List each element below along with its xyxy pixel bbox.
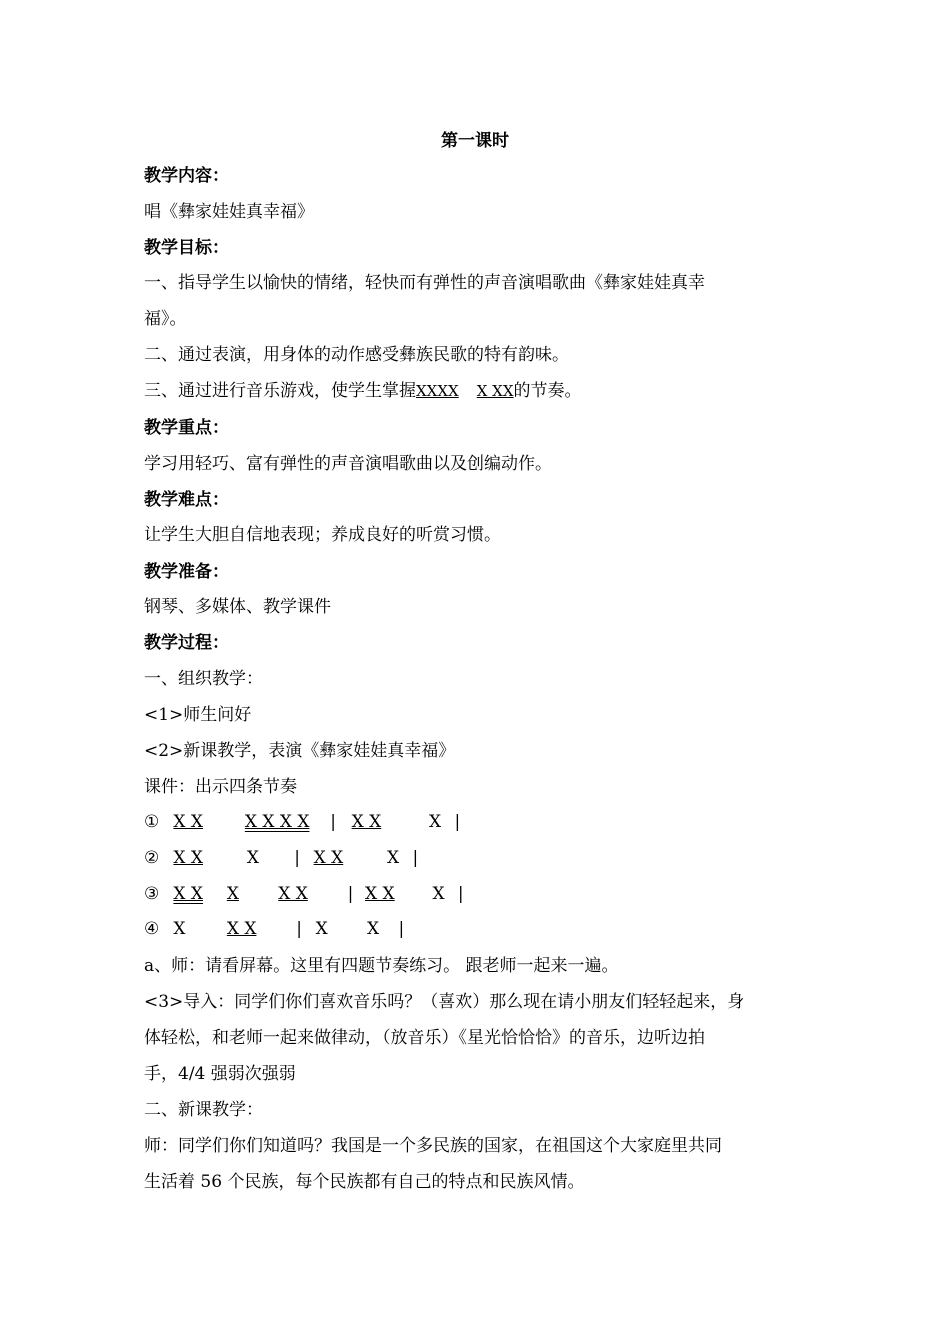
key-points-text: 学习用轻巧、富有弹性的声音演唱歌曲以及创编动作。 bbox=[144, 454, 552, 474]
rhythm-note: X bbox=[387, 848, 400, 868]
rhythm-note: X X bbox=[173, 812, 204, 832]
rhythm-row-1 bbox=[144, 811, 824, 833]
goals-heading: 教学目标： bbox=[144, 238, 229, 258]
rhythm-number: ③ bbox=[144, 884, 160, 904]
goal-3-rhythm-b: X XX bbox=[476, 382, 514, 400]
key-points-heading: 教学重点： bbox=[144, 418, 229, 438]
teacher-talk-line-1: 师：同学们你们知道吗？我国是一个多民族的国家，在祖国这个大家庭里共同 bbox=[144, 1136, 722, 1156]
rhythm-note: X bbox=[315, 919, 328, 939]
intro-line-3: 手，4/4 强弱次强弱 bbox=[144, 1064, 296, 1084]
preparation-text: 钢琴、多媒体、教学课件 bbox=[144, 597, 331, 617]
rhythm-note: X X bbox=[351, 812, 382, 832]
rhythm-bar: | bbox=[294, 848, 300, 868]
process-step-new-lesson: <2>新课教学，表演《彝家娃娃真幸福》 bbox=[144, 741, 456, 761]
rhythm-note: X bbox=[429, 812, 442, 832]
rhythm-note: X X X X bbox=[244, 812, 310, 832]
rhythm-number: ② bbox=[144, 848, 160, 868]
rhythm-bar: | bbox=[398, 919, 405, 939]
content-text: 唱《彝家娃娃真幸福》 bbox=[144, 202, 314, 222]
rhythm-bar: | bbox=[454, 812, 461, 832]
page-title: 第一课时 bbox=[441, 131, 509, 151]
goal-2: 二、通过表演，用身体的动作感受彝族民歌的特有韵味。 bbox=[144, 345, 569, 365]
rhythm-bar: | bbox=[412, 848, 419, 868]
rhythm-number: ① bbox=[144, 812, 160, 832]
content-heading: 教学内容： bbox=[144, 166, 229, 186]
rhythm-number: ④ bbox=[144, 919, 160, 939]
intro-line-1: <3>导入：同学们你们喜欢音乐吗？（喜欢）那么现在请小朋友们轻轻起来，身 bbox=[144, 992, 745, 1012]
preparation-heading: 教学准备： bbox=[144, 562, 229, 582]
goal-1-line-2: 福》。 bbox=[144, 309, 187, 329]
rhythm-note: X bbox=[173, 919, 186, 939]
rhythm-note: X bbox=[367, 919, 380, 939]
intro-line-2: 体轻松，和老师一起来做律动，（放音乐）《星光恰恰恰》的音乐，边听边拍 bbox=[144, 1028, 705, 1048]
goal-1-line-1: 一、指导学生以愉快的情绪，轻快而有弹性的声音演唱歌曲《彝家娃娃真幸 bbox=[144, 273, 705, 293]
difficulty-text: 让学生大胆自信地表现；养成良好的听赏习惯。 bbox=[144, 525, 501, 545]
process-step-greeting: <1>师生问好 bbox=[144, 705, 252, 725]
rhythm-bar: | bbox=[296, 919, 302, 939]
process-step-2: 二、新课教学： bbox=[144, 1100, 263, 1120]
rhythm-row-2 bbox=[144, 847, 824, 869]
rhythm-row-4 bbox=[144, 918, 824, 940]
rhythm-bar: | bbox=[347, 884, 354, 904]
rhythm-bar: | bbox=[457, 884, 464, 904]
goal-3-prefix: 三、通过进行音乐游戏，使学生掌握 bbox=[144, 381, 416, 401]
process-step-1: 一、组织教学： bbox=[144, 669, 263, 689]
rhythm-bar: | bbox=[330, 812, 336, 832]
teacher-talk-line-2: 生活着 56 个民族，每个民族都有自己的特点和民族风情。 bbox=[144, 1172, 585, 1192]
rhythm-note: X X bbox=[173, 884, 204, 904]
rhythm-note: X bbox=[246, 848, 259, 868]
teacher-instruction: a、师：请看屏幕。这里有四题节奏练习。 跟老师一起来一遍。 bbox=[144, 956, 619, 976]
rhythm-note: X X bbox=[226, 919, 257, 939]
process-step-courseware: 课件：出示四条节奏 bbox=[144, 777, 297, 797]
rhythm-note: X X bbox=[173, 848, 204, 868]
goal-3 bbox=[144, 380, 824, 402]
rhythm-note: X X bbox=[313, 848, 344, 868]
goal-3-suffix: 的节奏。 bbox=[513, 381, 582, 401]
rhythm-note: X bbox=[432, 884, 445, 904]
rhythm-note: X X bbox=[365, 884, 395, 904]
rhythm-row-3 bbox=[144, 883, 824, 905]
difficulty-heading: 教学难点： bbox=[144, 490, 229, 510]
goal-3-rhythm-a: XXXX bbox=[416, 382, 459, 400]
rhythm-note: X X bbox=[278, 884, 308, 904]
process-heading: 教学过程： bbox=[144, 633, 229, 653]
rhythm-note: X bbox=[226, 884, 239, 904]
